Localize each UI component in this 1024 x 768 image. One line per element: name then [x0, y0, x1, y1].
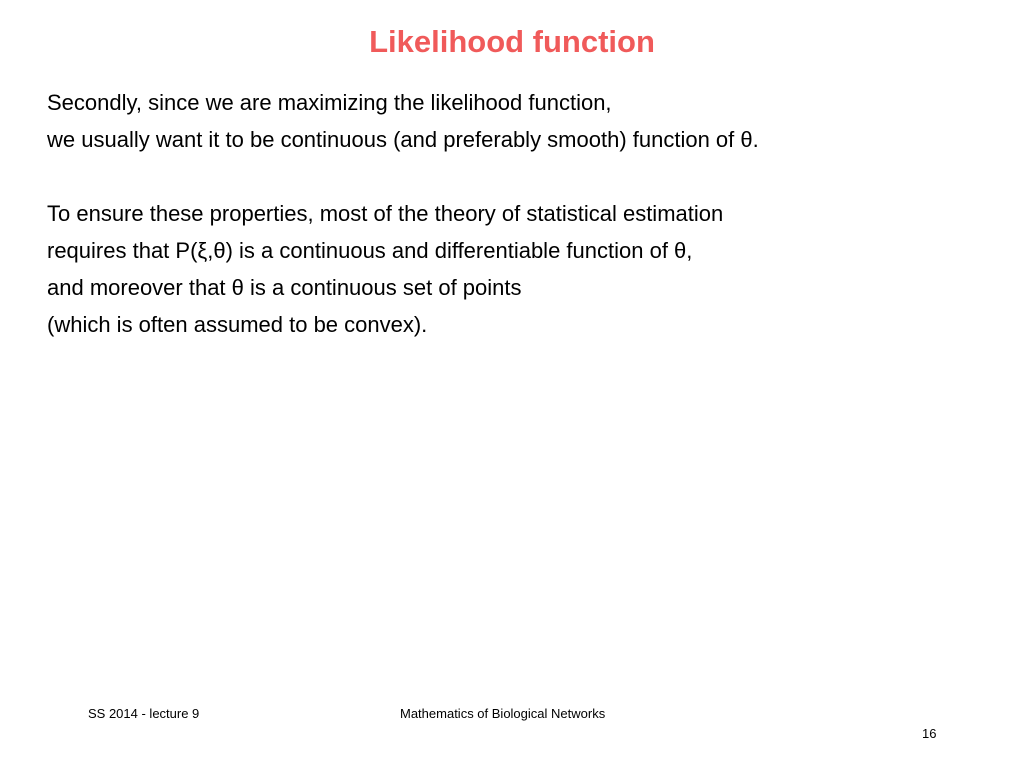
body-line: To ensure these properties, most of the theory of statistical estimation — [47, 201, 724, 226]
body-line: requires that P(ξ,θ) is a continuous and differentiable function of θ, — [47, 238, 693, 263]
body-line: (which is often assumed to be convex). — [47, 312, 428, 337]
paragraph-gap — [47, 158, 1007, 195]
footer-lecture: SS 2014 - lecture 9 — [88, 706, 200, 721]
slide-title: Likelihood function — [369, 24, 655, 59]
body-line: and moreover that θ is a continuous set of points — [47, 275, 522, 300]
page-number: 16 — [922, 726, 937, 741]
body-line: Secondly, since we are maximizing the likelihood function, — [47, 90, 612, 115]
slide-body — [47, 84, 1007, 343]
footer-course: Mathematics of Biological Networks — [400, 706, 606, 721]
body-line: we usually want it to be continuous (and preferably smooth) function of θ. — [47, 127, 759, 152]
